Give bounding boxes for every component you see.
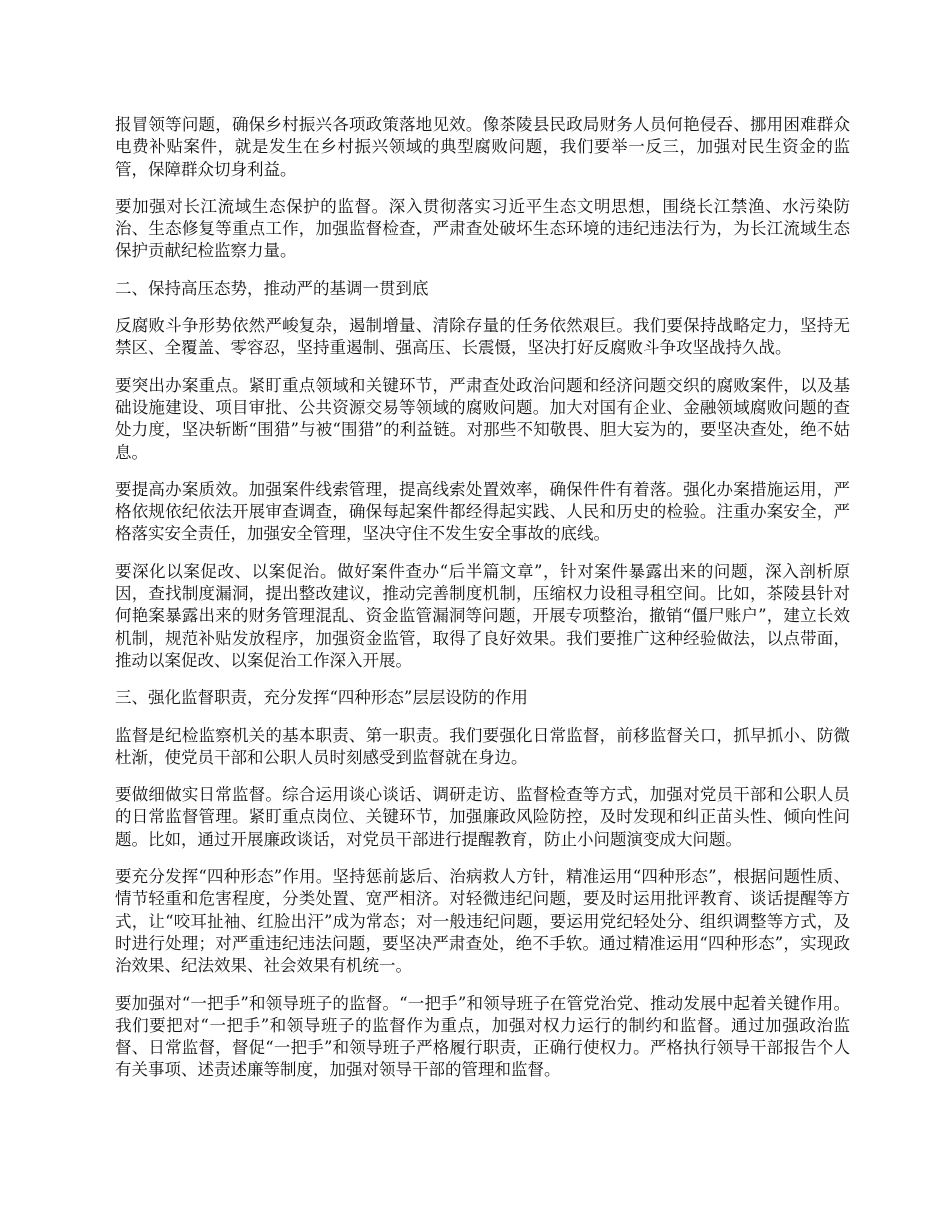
paragraph-case-reform: 要深化以案促改、以案促治。做好案件查办“后半篇文章”，针对案件暴露出来的问题，深入剖析原因，查找制度漏洞，提出整改建议，推动完善制度机制，压缩权力设租寻租空间。比如，茶陵县针对何艳案暴露出来的财务管理混乱、资金监管漏洞等问题，开展专项整治，撤销“僵尸账户”，建立长效机制，规范补贴发放程序，加强资金监管，取得了良好效果。我们要推广这种经验做法，以点带面，推动以案促改、以案促治工作深入开展。 [115,561,850,670]
paragraph-anticorruption-situation: 反腐败斗争形势依然严峻复杂，遏制增量、清除存量的任务依然艰巨。我们要保持战略定力，坚持无禁区、全覆盖、零容忍，坚持重遏制、强高压、长震慑，坚决打好反腐败斗争攻坚战持久战。 [115,316,850,358]
paragraph-four-forms: 要充分发挥“四种形态”作用。坚持惩前毖后、治病救人方针，精准运用“四种形态”，根据问题性质、情节轻重和危害程度，分类处置、宽严相济。对轻微违纪问题，要及时运用批评教育、谈话提醒等方式，让“咬耳扯袖、红脸出汗”成为常态；对一般违纪问题，要运用党纪轻处分、组织调整等方式，及时进行处理；对严重违纪违法问题，要坚决严肃查处，绝不手软。通过精准运用“四种形态”，实现政治效果、纪法效果、社会效果有机统一。 [115,867,850,976]
paragraph-case-focus: 要突出办案重点。紧盯重点领域和关键环节，严肃查处政治问题和经济问题交织的腐败案件，以及基础设施建设、项目审批、公共资源交易等领域的腐败问题。加大对国有企业、金融领域腐败问题的查处力度，坚决斩断“围猎”与被“围猎”的利益链。对那些不知敬畏、胆大妄为的，要坚决查处，绝不姑息。 [115,375,850,462]
paragraph-leader-supervision: 要加强对“一把手”和领导班子的监督。“一把手”和领导班子在管党治党、推动发展中起着关键作用。我们要把对“一把手”和领导班子的监督作为重点，加强对权力运行的制约和监督。通过加强政治监督、日常监督，督促“一把手”和领导班子严格履行职责，正确行使权力。严格执行领导干部报告个人有关事项、述责述廉等制度，加强对领导干部的管理和监督。 [115,993,850,1080]
section-heading-3: 三、强化监督职责，充分发挥“四种形态”层层设防的作用 [115,688,528,708]
paragraph-case-quality: 要提高办案质效。加强案件线索管理，提高线索处置效率，确保件件有着落。强化办案措施运用，严格依规依纪依法开展审查调查，确保每起案件都经得起实践、人民和历史的检验。注重办案安全，严格落实安全责任，加强安全管理，坚决守住不发生安全事故的底线。 [115,479,850,544]
paragraph-rural-revitalization: 报冒领等问题，确保乡村振兴各项政策落地见效。像茶陵县民政局财务人员何艳侵吞、挪用困难群众电费补贴案件，就是发生在乡村振兴领域的典型腐败问题，我们要举一反三，加强对民生资金的监管，保障群众切身利益。 [115,115,850,179]
document-body [115,114,850,1097]
paragraph-yangtze-protection: 要加强对长江流域生态保护的监督。深入贯彻落实习近平生态文明思想，围绕长江禁渔、水污染防治、生态修复等重点工作，加强监督检查，严肃查处破坏生态环境的违纪违法行为，为长江流域生态保护贡献纪检监察力量。 [115,196,850,261]
paragraph-supervision-duty: 监督是纪检监察机关的基本职责、第一职责。我们要强化日常监督，前移监督关口，抓早抓小、防微杜渐，使党员干部和公职人员时刻感受到监督就在身边。 [115,725,850,767]
section-heading-2: 二、保持高压态势，推动严的基调一贯到底 [115,278,429,298]
paragraph-daily-supervision: 要做细做实日常监督。综合运用谈心谈话、调研走访、监督检查等方式，加强对党员干部和公职人员的日常监督管理。紧盯重点岗位、关键环节，加强廉政风险防控，及时发现和纠正苗头性、倾向性问题。比如，通过开展廉政谈话，对党员干部进行提醒教育，防止小问题演变成大问题。 [115,785,850,849]
